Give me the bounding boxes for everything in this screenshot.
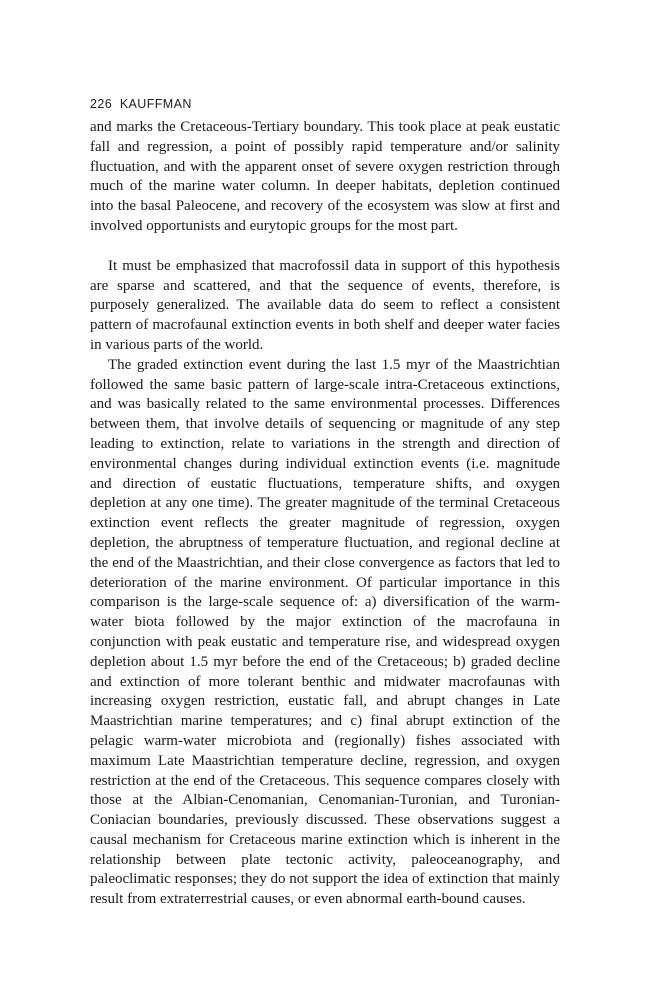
paragraph-hypothesis-note: It must be emphasized that macrofossil data in support of this hypothesis are sparse and scattered, and that the sequence of events, therefore, is purposely generalized. The available data do seem to reflect a consistent pattern of macrofaunal extinction events in both shelf and deeper water facies in various parts of the world. — [90, 257, 560, 353]
page-body — [90, 96, 560, 910]
paragraph-graded-extinction: The graded extinction event during the last 1.5 myr of the Maastrichtian followed the same basic pattern of large-scale intra-Cretaceous extinctions, and was basically related to the same environmental processes. Differences between them, that involve details of sequencing or magnitude of any step leading to extinction, relate to variations in the strength and direction of environmental changes during individual extinction events (i.e. magnitude and direction of eustatic fluctuations, temperature shifts, and oxygen depletion at any one time). The greater magnitude of the terminal Cretaceous extinction event reflects the greater magnitude of regression, oxygen depletion, the abruptness of temperature fluctuation, and regional decline at the end of the Maastrichtian, and their close convergence as factors that led to deterioration of the marine environment. Of particular importance in this comparison is the large-scale sequence of: a) diversification of the warm-water biota followed by the major extinction of the macrofauna in conjunction with peak eustatic and temperature rise, and widespread oxygen depletion about 1.5 myr before the end of the Cretaceous; b) graded decline and extinction of more tolerant benthic and midwater macrofaunas with increasing oxygen restriction, eustatic fall, and abrupt changes in Late Maastrichtian marine temperatures; and c) final abrupt extinction of the pelagic warm-water microbiota and (regionally) fishes associated with maximum Late Maastrichtian temperature decline, regression, and oxygen restriction at the end of the Cretaceous. This sequence compares closely with those at the Albian-Cenomanian, Cenomanian-Turonian, and Turonian-Coniacian boundaries, previously discussed. These observations suggest a causal mechanism for Cretaceous marine extinction which is inherent in the relationship between plate tectonic activity, paleoceanography, and paleoclimatic responses; they do not support the idea of extinction that mainly result from extraterrestrial causes, or even abnormal earth-bound causes. — [90, 356, 560, 908]
running-head — [90, 96, 560, 112]
paragraph-continuation: and marks the Cretaceous-Tertiary boundary. This took place at peak eustatic fall and regression, a point of possibly rapid temperature and/or salinity fluctuation, and with the apparent onset of severe oxygen restriction through much of the marine water column. In deeper habitats, depletion continued into the basal Paleocene, and recovery of the ecosystem was slow at first and involved opportunists and eurytopic groups for the most part. — [90, 119, 560, 234]
page-number: 226 — [90, 97, 113, 111]
paragraph-gap — [90, 237, 560, 257]
running-title: KAUFFMAN — [119, 97, 192, 111]
